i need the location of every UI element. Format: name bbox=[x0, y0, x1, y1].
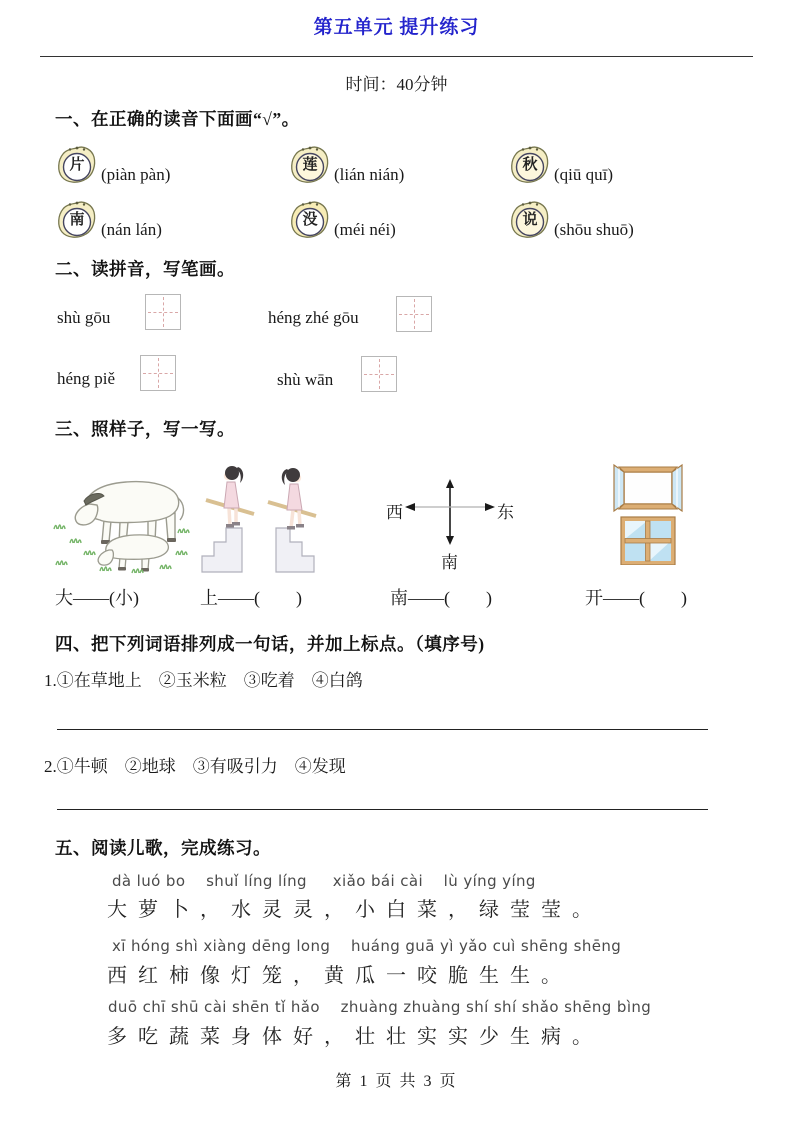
stroke-name: héng piě bbox=[57, 369, 116, 388]
pinyin-options: (lián nián) bbox=[334, 165, 405, 184]
page-title: 第五单元 提升练习 bbox=[313, 17, 480, 38]
windows-illustration bbox=[611, 459, 685, 570]
writing-grid-box bbox=[140, 355, 176, 391]
pinyin-choice-item bbox=[288, 197, 396, 243]
poem-hanzi-line: 多吃蔬菜身体好，壮壮实实少生病。 bbox=[107, 1026, 603, 1048]
sentence-ordering-question: 1.①在草地上 ②玉米粒 ③吃着 ④白鸽 bbox=[44, 671, 363, 690]
sentence-ordering-question: 2.①牛顿 ②地球 ③有吸引力 ④发现 bbox=[44, 757, 346, 776]
section-4-heading: 四、把下列词语排列成一句话，并加上标点。（填序号) bbox=[55, 634, 485, 654]
badge-character: 秋 bbox=[522, 157, 538, 173]
stroke-name: shù wān bbox=[277, 370, 334, 389]
poem-pinyin-line: duō chī shū cài shēn tǐ hǎo zhuàng zhuàng shí shí shǎo shēng bìng bbox=[108, 998, 652, 1016]
stroke-name: héng zhé gōu bbox=[268, 308, 359, 327]
character-badge-icon bbox=[288, 199, 332, 243]
answer-blank-line bbox=[57, 809, 708, 810]
header-divider bbox=[40, 56, 753, 57]
badge-character: 没 bbox=[302, 212, 318, 228]
cows-illustration bbox=[48, 452, 196, 579]
compass-east-label: 东 bbox=[497, 503, 514, 522]
badge-character: 南 bbox=[69, 212, 85, 228]
pinyin-options: (méi néi) bbox=[334, 220, 396, 239]
page-number-footer: 第 1 页 共 3 页 bbox=[335, 1073, 458, 1090]
character-badge-icon bbox=[508, 144, 552, 188]
poem-pinyin-line: dà luó bo shuǐ líng líng xiǎo bái cài lù yíng yíng bbox=[112, 872, 536, 890]
pinyin-options: (nán lán) bbox=[101, 220, 162, 239]
badge-character: 说 bbox=[522, 212, 538, 228]
character-badge-icon bbox=[508, 199, 552, 243]
pinyin-choice-item bbox=[508, 197, 634, 243]
antonym-answer-pair: 上——( ) bbox=[200, 588, 302, 608]
character-badge-icon bbox=[288, 144, 332, 188]
pinyin-options: (qiū quī) bbox=[554, 165, 614, 184]
time-limit: 时间：40分钟 bbox=[345, 75, 448, 94]
pinyin-options: (shōu shuō) bbox=[554, 220, 634, 239]
pinyin-choice-item bbox=[288, 142, 404, 188]
compass-south-label: 南 bbox=[441, 553, 458, 572]
pinyin-choice-item bbox=[55, 197, 162, 243]
section-2-heading: 二、读拼音，写笔画。 bbox=[55, 259, 235, 279]
poem-hanzi-line: 西红柿像灯笼，黄瓜一咬脆生生。 bbox=[107, 965, 572, 987]
writing-grid-box bbox=[396, 296, 432, 332]
section-3-heading: 三、照样子，写一写。 bbox=[55, 419, 235, 439]
poem-hanzi-line: 大萝卜，水灵灵，小白菜，绿莹莹。 bbox=[107, 899, 603, 921]
character-badge-icon bbox=[55, 144, 99, 188]
pinyin-choice-item bbox=[55, 142, 170, 188]
writing-grid-box bbox=[361, 356, 397, 392]
stroke-name: shù gōu bbox=[57, 308, 111, 327]
compass-illustration bbox=[386, 478, 516, 573]
antonym-answer-pair: 大——(小) bbox=[55, 588, 139, 608]
girls-stairs-illustration bbox=[198, 450, 338, 579]
answer-blank-line bbox=[57, 729, 708, 730]
badge-character: 片 bbox=[69, 157, 85, 173]
antonym-answer-pair: 开——( ) bbox=[585, 588, 687, 608]
pinyin-options: (piàn pàn) bbox=[101, 165, 171, 184]
antonym-answer-pair: 南——( ) bbox=[390, 588, 492, 608]
writing-grid-box bbox=[145, 294, 181, 330]
section-5-heading: 五、阅读儿歌，完成练习。 bbox=[55, 838, 271, 858]
pinyin-choice-item bbox=[508, 142, 613, 188]
badge-character: 莲 bbox=[302, 157, 318, 173]
section-1-heading: 一、在正确的读音下面画“√”。 bbox=[55, 109, 300, 129]
character-badge-icon bbox=[55, 199, 99, 243]
poem-pinyin-line: xī hóng shì xiàng dēng long huáng guā yì yǎo cuì shēng shēng bbox=[112, 937, 622, 955]
compass-west-label: 西 bbox=[386, 503, 403, 522]
